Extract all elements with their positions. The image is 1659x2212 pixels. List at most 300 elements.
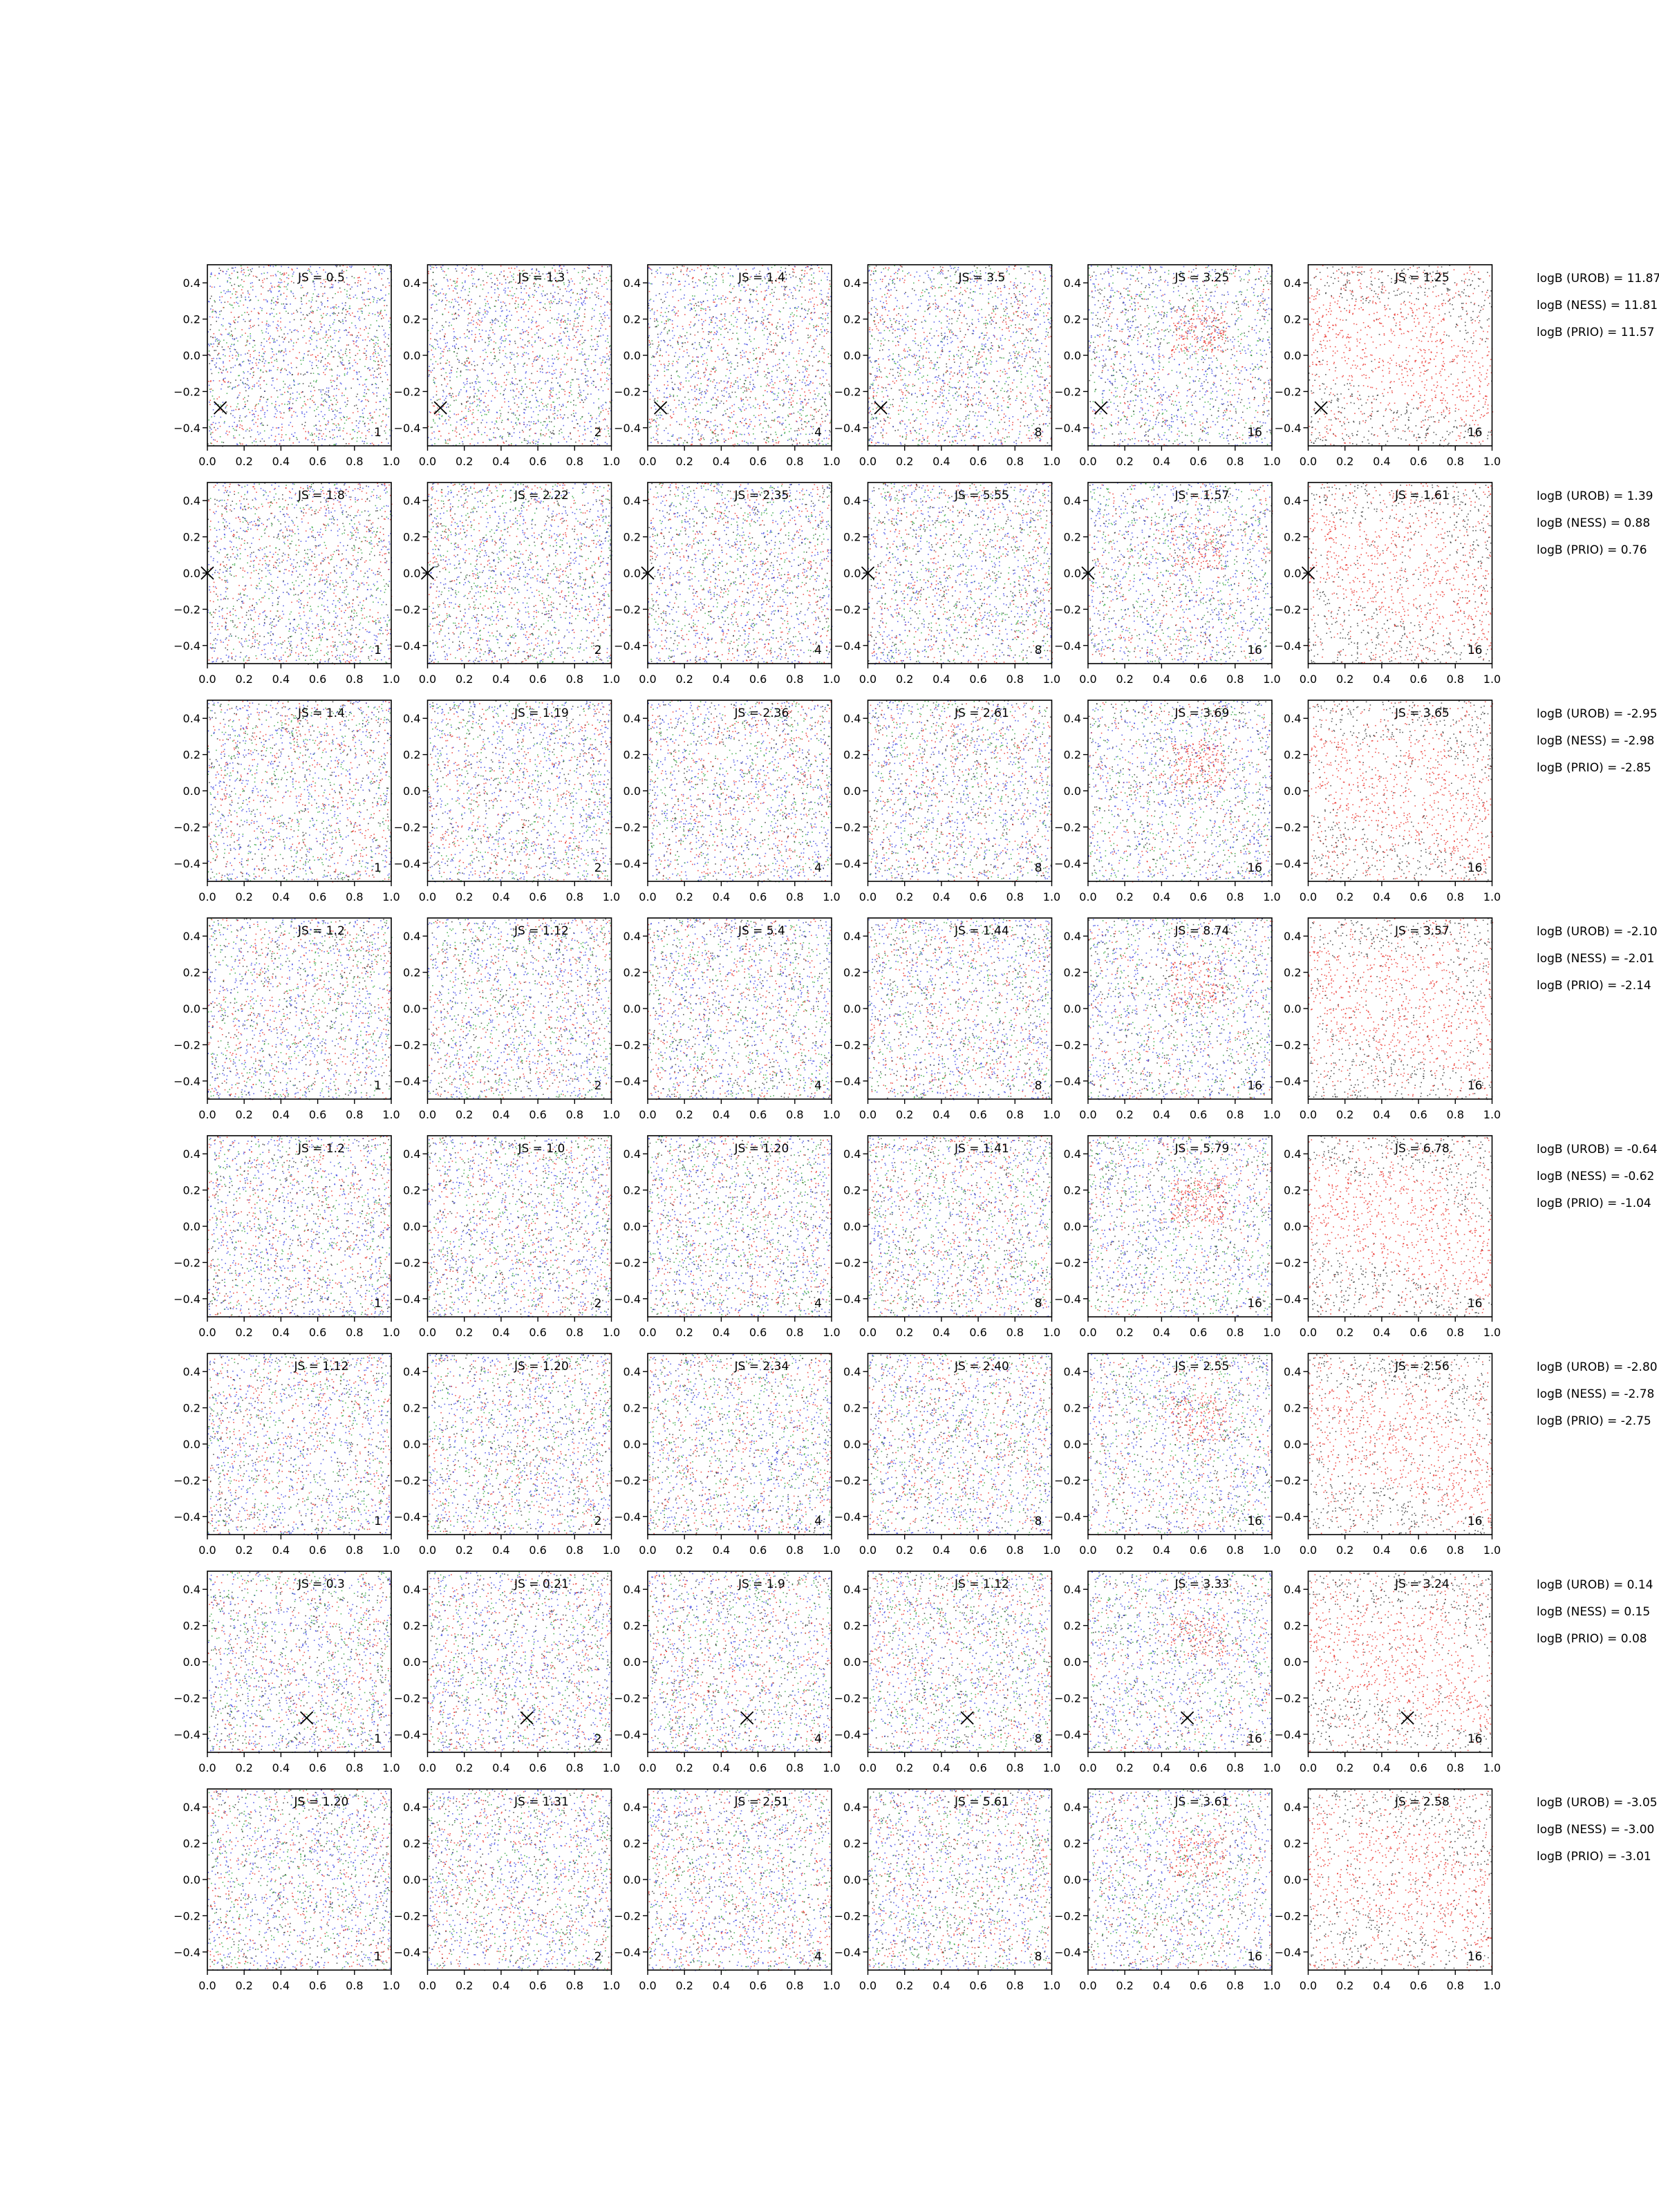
scatter-point: [337, 315, 338, 317]
scatter-point: [332, 411, 334, 412]
scatter-point: [239, 393, 241, 394]
scatter-point: [282, 418, 283, 419]
y-tick-label: 0.2: [403, 313, 420, 326]
scatter-point: [266, 312, 268, 314]
scatter-point: [250, 373, 251, 375]
scatter-point: [381, 359, 382, 360]
scatter-point: [289, 440, 290, 441]
scatter-point: [235, 267, 236, 268]
scatter-point: [253, 375, 254, 376]
scatter-point: [328, 407, 330, 409]
scatter-point: [306, 404, 307, 406]
scatter-point: [330, 379, 332, 381]
scatter-point: [312, 400, 313, 402]
scatter-point: [357, 353, 359, 355]
scatter-point: [287, 404, 288, 405]
scatter-point: [331, 287, 332, 288]
scatter-point: [272, 403, 273, 404]
scatter-point: [241, 294, 242, 296]
scatter-point: [223, 271, 224, 272]
scatter-point: [245, 416, 246, 418]
scatter-point: [232, 355, 234, 356]
scatter-point: [324, 306, 326, 308]
scatter-point: [212, 424, 213, 425]
scatter-point: [217, 278, 218, 279]
scatter-point: [219, 297, 221, 298]
scatter-point: [212, 373, 213, 375]
scatter-point: [385, 372, 386, 373]
scatter-point: [303, 358, 304, 359]
scatter-point: [324, 287, 326, 288]
scatter-point: [321, 303, 323, 304]
scatter-point: [254, 386, 255, 388]
scatter-point: [276, 301, 277, 303]
scatter-point: [214, 416, 216, 418]
scatter-point: [219, 311, 221, 312]
scatter-point: [272, 378, 273, 379]
scatter-point: [358, 423, 359, 424]
scatter-point: [297, 397, 298, 399]
scatter-point: [223, 362, 224, 363]
scatter-point: [246, 444, 247, 446]
scatter-point: [375, 377, 377, 378]
scatter-point: [321, 286, 322, 288]
scatter-point: [379, 348, 381, 349]
scatter-point: [223, 354, 224, 355]
scatter-point: [389, 397, 391, 398]
scatter-point: [304, 335, 306, 337]
scatter-point: [238, 409, 240, 411]
scatter-point: [243, 319, 245, 321]
scatter-point: [258, 300, 259, 301]
scatter-point: [368, 337, 369, 338]
scatter-point: [346, 368, 348, 370]
scatter-point: [229, 324, 231, 325]
scatter-point: [324, 400, 325, 402]
scatter-point: [236, 430, 237, 431]
scatter-point: [350, 298, 351, 299]
scatter-point: [213, 409, 214, 411]
scatter-point: [237, 297, 238, 298]
scatter-point: [373, 393, 375, 395]
scatter-point: [349, 306, 350, 307]
scatter-point: [310, 266, 311, 268]
panel-r1-c1: [174, 265, 400, 468]
scatter-point: [383, 330, 384, 331]
scatter-point: [336, 404, 337, 405]
panel-label: 2: [594, 426, 602, 440]
scatter-point: [280, 328, 281, 329]
scatter-point: [327, 313, 328, 315]
scatter-point: [252, 290, 254, 291]
scatter-point: [296, 437, 297, 438]
scatter-point: [362, 413, 364, 414]
scatter-point: [276, 340, 278, 341]
scatter-point: [377, 300, 378, 301]
scatter-point: [362, 421, 364, 422]
scatter-point: [364, 278, 366, 279]
scatter-point: [384, 431, 386, 432]
scatter-point: [222, 297, 223, 298]
scatter-point: [248, 275, 250, 276]
scatter-point: [383, 398, 384, 400]
scatter-point: [301, 288, 302, 289]
scatter-point: [353, 429, 355, 431]
scatter-point: [339, 337, 341, 339]
scatter-point: [208, 420, 209, 421]
scatter-point: [247, 336, 249, 337]
scatter-point: [229, 303, 231, 305]
scatter-point: [270, 275, 272, 276]
scatter-point: [242, 362, 243, 363]
scatter-point: [212, 358, 213, 359]
scatter-point: [217, 355, 218, 356]
scatter-point: [259, 279, 261, 281]
scatter-point: [269, 337, 270, 339]
scatter-point: [223, 339, 225, 341]
scatter-point: [346, 294, 348, 295]
scatter-point: [250, 354, 251, 355]
scatter-point: [344, 402, 346, 403]
scatter-point: [247, 429, 248, 431]
scatter-point: [308, 350, 310, 352]
scatter-point: [359, 400, 360, 401]
scatter-point: [241, 329, 243, 330]
scatter-point: [275, 265, 276, 267]
scatter-point: [375, 422, 377, 424]
scatter-point: [214, 350, 215, 351]
scatter-point: [340, 292, 341, 293]
scatter-point: [241, 265, 242, 267]
scatter-point: [236, 355, 237, 357]
scatter-point: [341, 393, 343, 394]
scatter-point: [311, 396, 312, 397]
scatter-point: [326, 332, 327, 333]
scatter-point: [349, 368, 350, 370]
scatter-point: [311, 301, 312, 303]
scatter-point: [244, 397, 245, 399]
scatter-point: [378, 368, 379, 369]
scatter-point: [247, 292, 249, 294]
scatter-point: [271, 303, 272, 304]
scatter-point: [267, 272, 268, 274]
scatter-point: [278, 291, 279, 292]
scatter-point: [332, 339, 334, 340]
scatter-point: [359, 317, 360, 318]
scatter-point: [319, 433, 321, 435]
scatter-point: [221, 384, 223, 386]
scatter-point: [293, 272, 294, 273]
scatter-point: [268, 332, 269, 334]
x-tick-label: 0.2: [235, 455, 252, 468]
scatter-point: [228, 334, 229, 335]
scatter-point: [292, 426, 293, 427]
scatter-point: [252, 367, 254, 368]
scatter-point: [293, 411, 294, 413]
scatter-point: [326, 388, 328, 389]
scatter-point: [364, 348, 366, 350]
scatter-point: [229, 326, 231, 328]
scatter-point: [346, 344, 348, 346]
scatter-point: [353, 438, 354, 439]
scatter-point: [379, 274, 380, 276]
scatter-point: [267, 301, 268, 303]
scatter-point: [276, 411, 278, 412]
scatter-point: [358, 332, 359, 333]
y-tick-label: −0.2: [174, 385, 200, 398]
scatter-point: [250, 287, 252, 288]
scatter-point: [325, 429, 326, 430]
scatter-point: [218, 339, 220, 341]
scatter-point: [264, 441, 265, 442]
scatter-point: [283, 293, 285, 294]
scatter-point: [335, 265, 337, 267]
y-tick-label: −0.2: [394, 385, 421, 398]
scatter-point: [301, 325, 303, 326]
scatter-point: [265, 360, 267, 362]
scatter-point: [315, 390, 316, 391]
scatter-point: [354, 370, 355, 371]
scatter-point: [359, 431, 360, 432]
scatter-point: [318, 307, 319, 308]
scatter-point: [335, 418, 336, 419]
scatter-point: [315, 404, 316, 405]
scatter-point: [225, 407, 226, 409]
scatter-point: [345, 302, 346, 303]
scatter-point: [306, 303, 308, 304]
scatter-point: [232, 415, 234, 417]
scatter-point: [323, 372, 324, 373]
scatter-point: [357, 438, 358, 439]
scatter-point: [278, 282, 279, 283]
scatter-point: [209, 345, 210, 346]
scatter-point: [306, 411, 308, 413]
scatter-point: [323, 293, 324, 294]
scatter-point: [330, 288, 331, 289]
scatter-point: [309, 313, 310, 315]
scatter-point: [245, 299, 247, 301]
scatter-point: [293, 312, 294, 314]
scatter-point: [347, 297, 348, 298]
scatter-point: [364, 366, 366, 367]
scatter-point: [382, 297, 384, 299]
scatter-point: [253, 372, 254, 373]
scatter-point: [262, 406, 263, 408]
scatter-point: [229, 332, 230, 334]
scatter-point: [350, 288, 351, 290]
scatter-point: [276, 444, 278, 446]
scatter-point: [389, 268, 391, 269]
scatter-point: [328, 355, 329, 357]
scatter-point: [388, 338, 389, 339]
scatter-point: [264, 414, 265, 415]
scatter-point: [357, 408, 358, 409]
scatter-point: [365, 306, 366, 307]
scatter-point: [298, 373, 299, 374]
scatter-point: [301, 424, 303, 425]
scatter-point: [373, 375, 374, 376]
scatter-point: [271, 348, 272, 350]
scatter-point: [291, 292, 292, 293]
scatter-point: [210, 434, 212, 435]
scatter-point: [250, 327, 252, 328]
scatter-point: [373, 301, 374, 303]
scatter-point: [326, 424, 328, 426]
scatter-point: [323, 366, 324, 367]
scatter-point: [286, 296, 288, 297]
scatter-point: [349, 308, 350, 309]
scatter-point: [230, 372, 232, 373]
scatter-point: [335, 414, 336, 415]
scatter-point: [292, 442, 294, 444]
scatter-point: [321, 301, 322, 303]
scatter-point: [223, 370, 224, 371]
scatter-point: [218, 422, 220, 424]
scatter-point: [236, 297, 237, 299]
scatter-point: [310, 407, 311, 409]
scatter-point: [301, 392, 303, 393]
scatter-point: [354, 431, 355, 433]
scatter-point: [279, 312, 281, 314]
scatter-point: [310, 398, 311, 400]
scatter-point: [221, 442, 223, 443]
scatter-point: [315, 356, 317, 357]
scatter-point: [222, 346, 223, 348]
scatter-point: [210, 391, 212, 393]
scatter-point: [233, 435, 234, 437]
scatter-point: [350, 335, 351, 336]
scatter-point: [237, 276, 238, 278]
scatter-point: [364, 353, 366, 354]
scatter-point: [285, 286, 287, 288]
scatter-point: [267, 405, 268, 406]
scatter-point: [375, 287, 376, 288]
scatter-point: [362, 410, 363, 411]
scatter-point: [330, 339, 331, 341]
scatter-point: [385, 332, 386, 334]
scatter-point: [250, 319, 252, 321]
scatter-point: [281, 404, 283, 405]
scatter-point: [219, 380, 221, 382]
scatter-point: [233, 307, 234, 308]
scatter-point: [263, 273, 265, 274]
scatter-point: [263, 282, 264, 283]
scatter-point: [360, 335, 362, 336]
scatter-point: [311, 306, 312, 308]
scatter-point: [277, 285, 279, 287]
scatter-point: [321, 435, 323, 437]
scatter-point: [296, 310, 297, 311]
scatter-point: [279, 427, 280, 429]
scatter-point: [267, 425, 268, 427]
scatter-point: [357, 311, 359, 312]
scatter-point: [269, 371, 270, 372]
scatter-point: [372, 313, 373, 315]
scatter-point: [317, 430, 318, 431]
x-tick-label: 1.0: [603, 455, 620, 468]
scatter-point: [371, 375, 372, 376]
scatter-point: [255, 422, 256, 424]
scatter-point: [389, 364, 391, 366]
scatter-point: [265, 416, 266, 418]
scatter-point: [247, 371, 249, 373]
scatter-point: [373, 418, 374, 419]
scatter-point: [220, 426, 221, 427]
scatter-point: [285, 384, 286, 385]
scatter-point: [342, 359, 344, 361]
scatter-point: [384, 349, 386, 350]
scatter-point: [219, 299, 221, 301]
scatter-point: [312, 312, 314, 314]
scatter-point: [281, 294, 282, 295]
scatter-point: [349, 284, 350, 285]
scatter-point: [293, 342, 294, 344]
scatter-point: [249, 343, 250, 344]
scatter-point: [364, 329, 365, 330]
scatter-point: [374, 336, 375, 337]
scatter-point: [236, 406, 238, 408]
scatter-point: [211, 296, 212, 297]
scatter-point: [328, 395, 329, 396]
scatter-point: [260, 399, 261, 400]
scatter-point: [242, 286, 243, 288]
scatter-point: [216, 350, 217, 351]
scatter-point: [315, 289, 316, 290]
scatter-point: [210, 344, 212, 345]
scatter-point: [291, 332, 292, 333]
scatter-point: [236, 358, 238, 359]
scatter-point: [261, 377, 262, 378]
scatter-point: [266, 321, 268, 322]
scatter-point: [227, 281, 228, 283]
scatter-point: [323, 313, 324, 315]
scatter-point: [369, 369, 371, 371]
scatter-point: [349, 418, 350, 419]
scatter-point: [217, 340, 218, 341]
scatter-point: [388, 321, 390, 322]
scatter-point: [240, 379, 241, 381]
y-tick-label: 0.4: [403, 276, 420, 290]
scatter-point: [232, 426, 234, 427]
scatter-point: [320, 425, 321, 427]
scatter-point: [376, 357, 377, 358]
scatter-point: [280, 417, 281, 418]
x-tick-label: 0.4: [492, 455, 509, 468]
scatter-point: [232, 357, 234, 359]
scatter-point: [351, 438, 353, 440]
scatter-point: [371, 324, 372, 326]
scatter-point: [359, 308, 360, 310]
scatter-point: [385, 433, 386, 434]
scatter-point: [357, 379, 359, 380]
scatter-point: [359, 384, 360, 386]
scatter-point: [359, 359, 361, 360]
scatter-point: [283, 440, 284, 441]
scatter-point: [318, 294, 319, 295]
scatter-point: [348, 360, 350, 362]
scatter-point: [345, 305, 346, 306]
scatter-point: [211, 429, 212, 430]
scatter-point: [339, 429, 341, 431]
scatter-point: [323, 389, 324, 391]
scatter-point: [312, 311, 314, 312]
scatter-point: [304, 414, 306, 415]
scatter-point: [272, 275, 274, 276]
scatter-point: [225, 293, 226, 294]
scatter-point: [220, 341, 221, 342]
scatter-point: [245, 353, 246, 355]
scatter-point: [227, 291, 228, 292]
